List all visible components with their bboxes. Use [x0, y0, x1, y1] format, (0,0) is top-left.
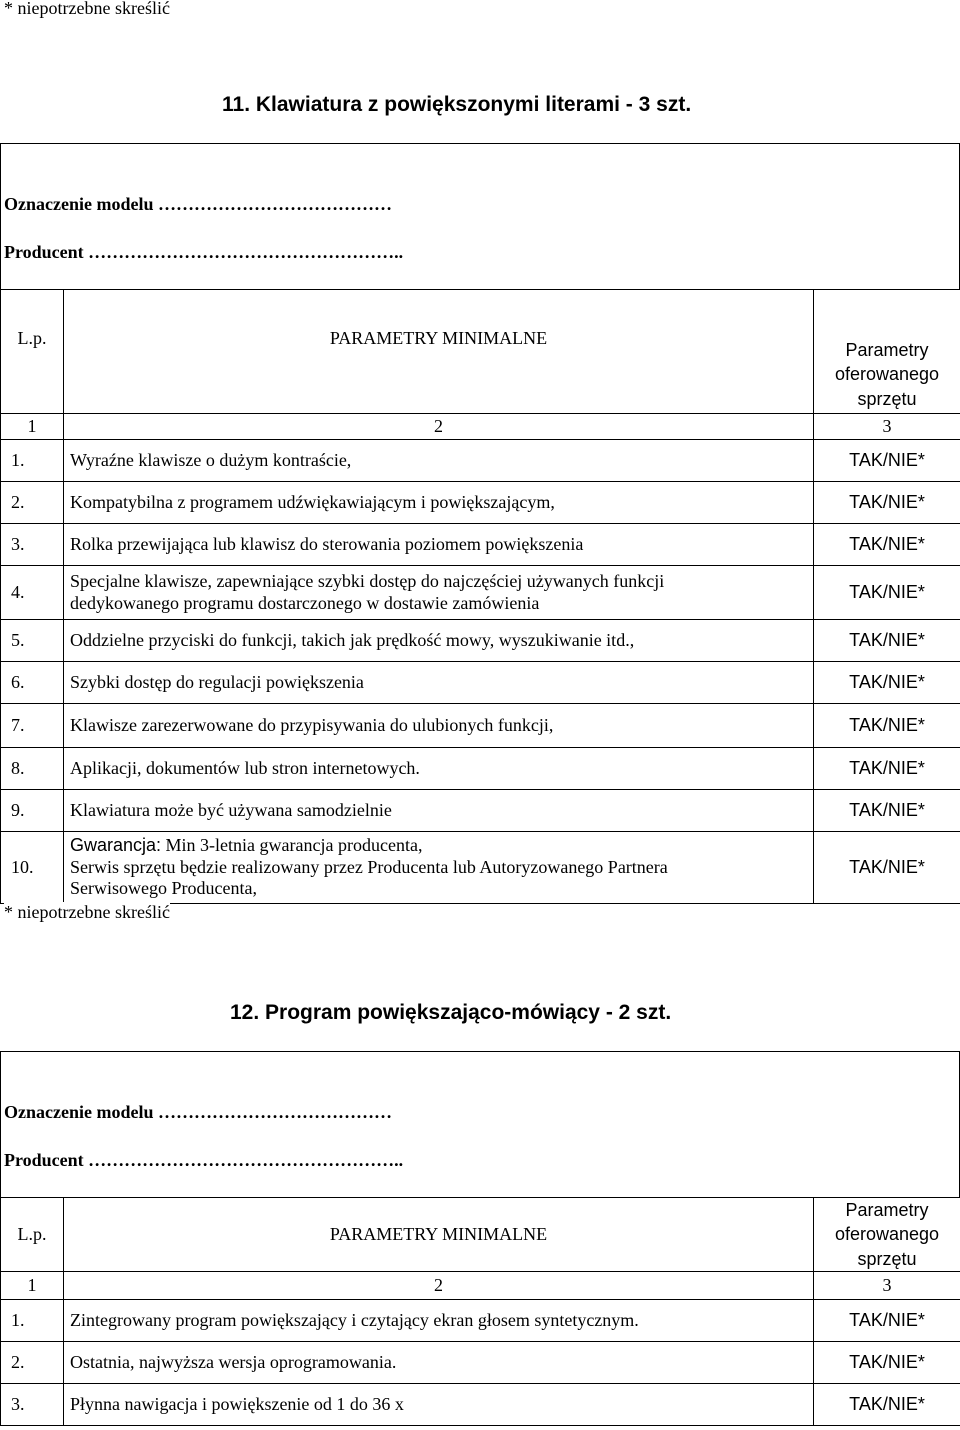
row-number: 8.: [1, 748, 64, 790]
row-number: 2.: [1, 482, 64, 524]
table-header-row: [1, 1198, 960, 1272]
table-row: [1, 704, 960, 748]
row-text: Płynna nawigacja i powiększenie od 1 do 36 x: [64, 1384, 814, 1426]
row-text-line: dedykowanego programu dostarczonego w dostawie zamówienia: [70, 592, 540, 613]
column-numbers-row: [1, 1272, 960, 1300]
section-11-title: 11. Klawiatura z powiększonymi literami - 3 szt.: [222, 93, 692, 116]
table-header-row: [1, 290, 960, 414]
section-11-producer-label: Producent ……………………………………………..: [4, 242, 404, 262]
row-number: 10.: [1, 832, 64, 904]
row-value: TAK/NIE*: [814, 832, 960, 904]
row-value: TAK/NIE*: [814, 1300, 960, 1342]
row-text: Rolka przewijająca lub klawisz do sterowania poziomem powiększenia: [64, 524, 814, 566]
row-text-line: Serwis sprzętu będzie realizowany przez Producenta lub Autoryzowanego Partnera: [70, 856, 668, 877]
colnum-1: 1: [1, 1272, 64, 1300]
section-12-title: 12. Program powiększająco-mówiący - 2 szt.: [230, 1001, 672, 1024]
header-params: PARAMETRY MINIMALNE: [64, 290, 814, 414]
row-number: 7.: [1, 704, 64, 748]
row-number: 6.: [1, 662, 64, 704]
section-12-model-box: [0, 1051, 960, 1199]
column-numbers-row: [1, 414, 960, 440]
row-value: TAK/NIE*: [814, 704, 960, 748]
footnote-top: * niepotrzebne skreślić: [4, 0, 170, 18]
row-text: Klawisze zarezerwowane do przypisywania do ulubionych funkcji,: [64, 704, 814, 748]
row-text: Wyraźne klawisze o dużym kontraście,: [64, 440, 814, 482]
header-offered: Parametry oferowanego sprzętu: [814, 290, 960, 414]
row-text-line: Specjalne klawisze, zapewniające szybki dostęp do najczęściej używanych funkcji: [70, 570, 665, 591]
section-12-table: [0, 1197, 960, 1426]
row-text: Zintegrowany program powiększający i czytający ekran głosem syntetycznym.: [64, 1300, 814, 1342]
header-lp: L.p.: [1, 290, 64, 414]
warranty-text: Min 3-letnia gwarancja producenta,: [161, 835, 423, 856]
row-value: TAK/NIE*: [814, 620, 960, 662]
row-value: TAK/NIE*: [814, 790, 960, 832]
row-text: Kompatybilna z programem udźwiękawiającym i powiększającym,: [64, 482, 814, 524]
header-lp: L.p.: [1, 1198, 64, 1272]
table-row: [1, 566, 960, 620]
table-row: [1, 832, 960, 904]
warranty-label: Gwarancja:: [70, 835, 162, 856]
row-text: [64, 566, 814, 620]
row-number: 3.: [1, 524, 64, 566]
row-number: 1.: [1, 1300, 64, 1342]
table-row: [1, 790, 960, 832]
row-value: TAK/NIE*: [814, 566, 960, 620]
row-number: 1.: [1, 440, 64, 482]
row-number: 4.: [1, 566, 64, 620]
row-text: Ostatnia, najwyższa wersja oprogramowania.: [64, 1342, 814, 1384]
row-value: TAK/NIE*: [814, 662, 960, 704]
row-value: TAK/NIE*: [814, 524, 960, 566]
table-row: [1, 440, 960, 482]
colnum-3: 3: [814, 414, 960, 440]
table-row: [1, 620, 960, 662]
row-text: Oddzielne przyciski do funkcji, takich jak prędkość mowy, wyszukiwanie itd.,: [64, 620, 814, 662]
table-row: [1, 524, 960, 566]
section-12-producer-label: Producent ……………………………………………..: [4, 1150, 404, 1170]
row-text: Aplikacji, dokumentów lub stron internetowych.: [64, 748, 814, 790]
section-12-model-label: Oznaczenie modelu …………………………………: [4, 1102, 392, 1122]
row-number: 2.: [1, 1342, 64, 1384]
header-offered: Parametry oferowanego sprzętu: [814, 1198, 960, 1272]
row-number: 3.: [1, 1384, 64, 1426]
section-11-model-label: Oznaczenie modelu …………………………………: [4, 194, 392, 214]
row-text: Szybki dostęp do regulacji powiększenia: [64, 662, 814, 704]
row-number: 5.: [1, 620, 64, 662]
table-row: [1, 1384, 960, 1426]
row-value: TAK/NIE*: [814, 482, 960, 524]
table-row: [1, 482, 960, 524]
table-row: [1, 662, 960, 704]
row-value: TAK/NIE*: [814, 1384, 960, 1426]
colnum-2: 2: [64, 1272, 814, 1300]
row-text: Klawiatura może być używana samodzielnie: [64, 790, 814, 832]
row-value: TAK/NIE*: [814, 1342, 960, 1384]
row-value: TAK/NIE*: [814, 748, 960, 790]
row-text: [64, 832, 814, 904]
section-11-footnote: * niepotrzebne skreślić: [4, 902, 170, 922]
table-row: [1, 1300, 960, 1342]
row-text-line: [70, 835, 807, 857]
section-11-table: [0, 289, 960, 904]
header-params: PARAMETRY MINIMALNE: [64, 1198, 814, 1272]
row-number: 9.: [1, 790, 64, 832]
section-11-model-box: [0, 143, 960, 291]
table-row: [1, 748, 960, 790]
colnum-2: 2: [64, 414, 814, 440]
row-text-line: Serwisowego Producenta,: [70, 878, 257, 899]
colnum-1: 1: [1, 414, 64, 440]
row-value: TAK/NIE*: [814, 440, 960, 482]
table-row: [1, 1342, 960, 1384]
colnum-3: 3: [814, 1272, 960, 1300]
